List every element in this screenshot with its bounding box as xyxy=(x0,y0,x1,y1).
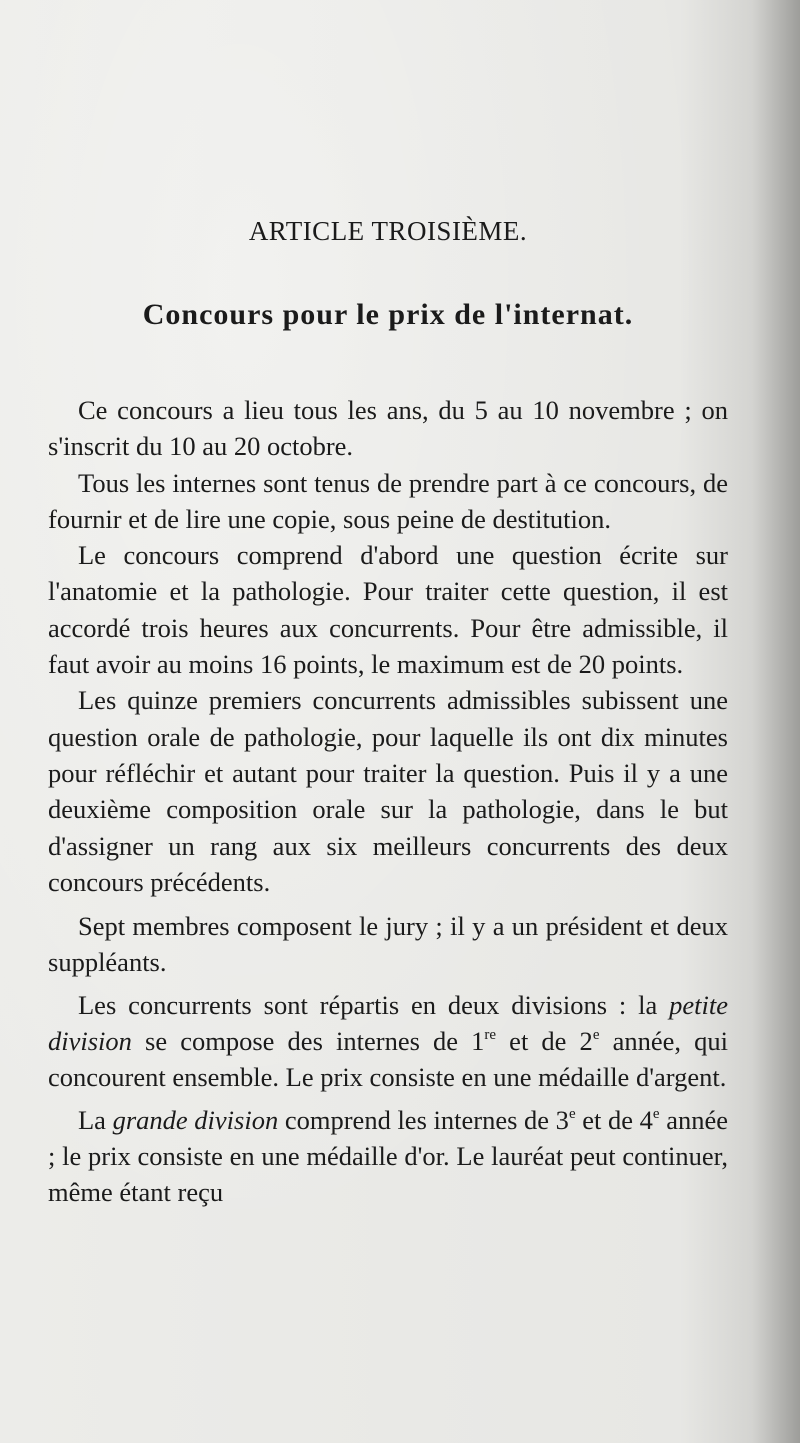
paragraph-7 xyxy=(48,1102,728,1211)
superscript: e xyxy=(568,1105,576,1122)
paragraph-6-text: se compose des internes de 1 xyxy=(131,1026,485,1057)
paragraph-5: Sept membres composent le jury ; il y a un président et deux suppléants. xyxy=(48,911,728,978)
petite-division-term: petite division xyxy=(48,989,728,1057)
paragraph-7-text: La xyxy=(78,1104,113,1135)
grande-division-term: grande division xyxy=(112,1104,279,1135)
superscript: re xyxy=(484,1027,497,1044)
section-title: Concours pour le prix de l'internat. xyxy=(142,298,634,331)
paragraph-3: Le concours comprend d'abord une question écrite sur l'anatomie et la pathologie. Pour traiter cette question, il est accordé trois heures aux concurrents. Pour être admissible, il faut avoir au moins 16 points, le maximum est de 20 points. xyxy=(48,540,728,680)
paragraph-6-text: et de 2 xyxy=(496,1026,593,1057)
superscript: e xyxy=(592,1027,600,1044)
paragraph-7-text: et de 4 xyxy=(575,1104,653,1135)
body-text xyxy=(48,392,728,1211)
paragraph-7-text: comprend les internes de 3 xyxy=(278,1104,569,1135)
paragraph-6 xyxy=(48,987,728,1096)
paragraph-7-text: année ; le prix consiste en une médaille d'or. Le lauréat peut continuer, même étant reçu xyxy=(48,1104,728,1208)
superscript: e xyxy=(652,1105,660,1122)
paragraph-6-text: Les concurrents sont répartis en deux divisions : la xyxy=(78,989,670,1020)
paragraph-1: Ce concours a lieu tous les ans, du 5 au 10 novembre ; on s'inscrit du 10 au 20 octobre. xyxy=(48,395,728,462)
paragraph-6-text: année, qui concourent ensemble. Le prix consiste en une médaille d'argent. xyxy=(48,1026,728,1093)
article-heading: ARTICLE TROISIÈME. xyxy=(248,216,528,246)
paragraph-2: Tous les internes sont tenus de prendre part à ce concours, de fournir et de lire une copie, sous peine de destitution. xyxy=(48,467,728,534)
paragraph-4: Les quinze premiers concurrents admissibles subissent une question orale de pathologie, pour laquelle ils ont dix minutes pour réfléchir et autant pour traiter la question. Puis il y a une deuxième composition orale sur la pathologie, dans le but d'assigner un rang aux six meilleurs concurrents des deux concours précédents. xyxy=(48,685,728,897)
